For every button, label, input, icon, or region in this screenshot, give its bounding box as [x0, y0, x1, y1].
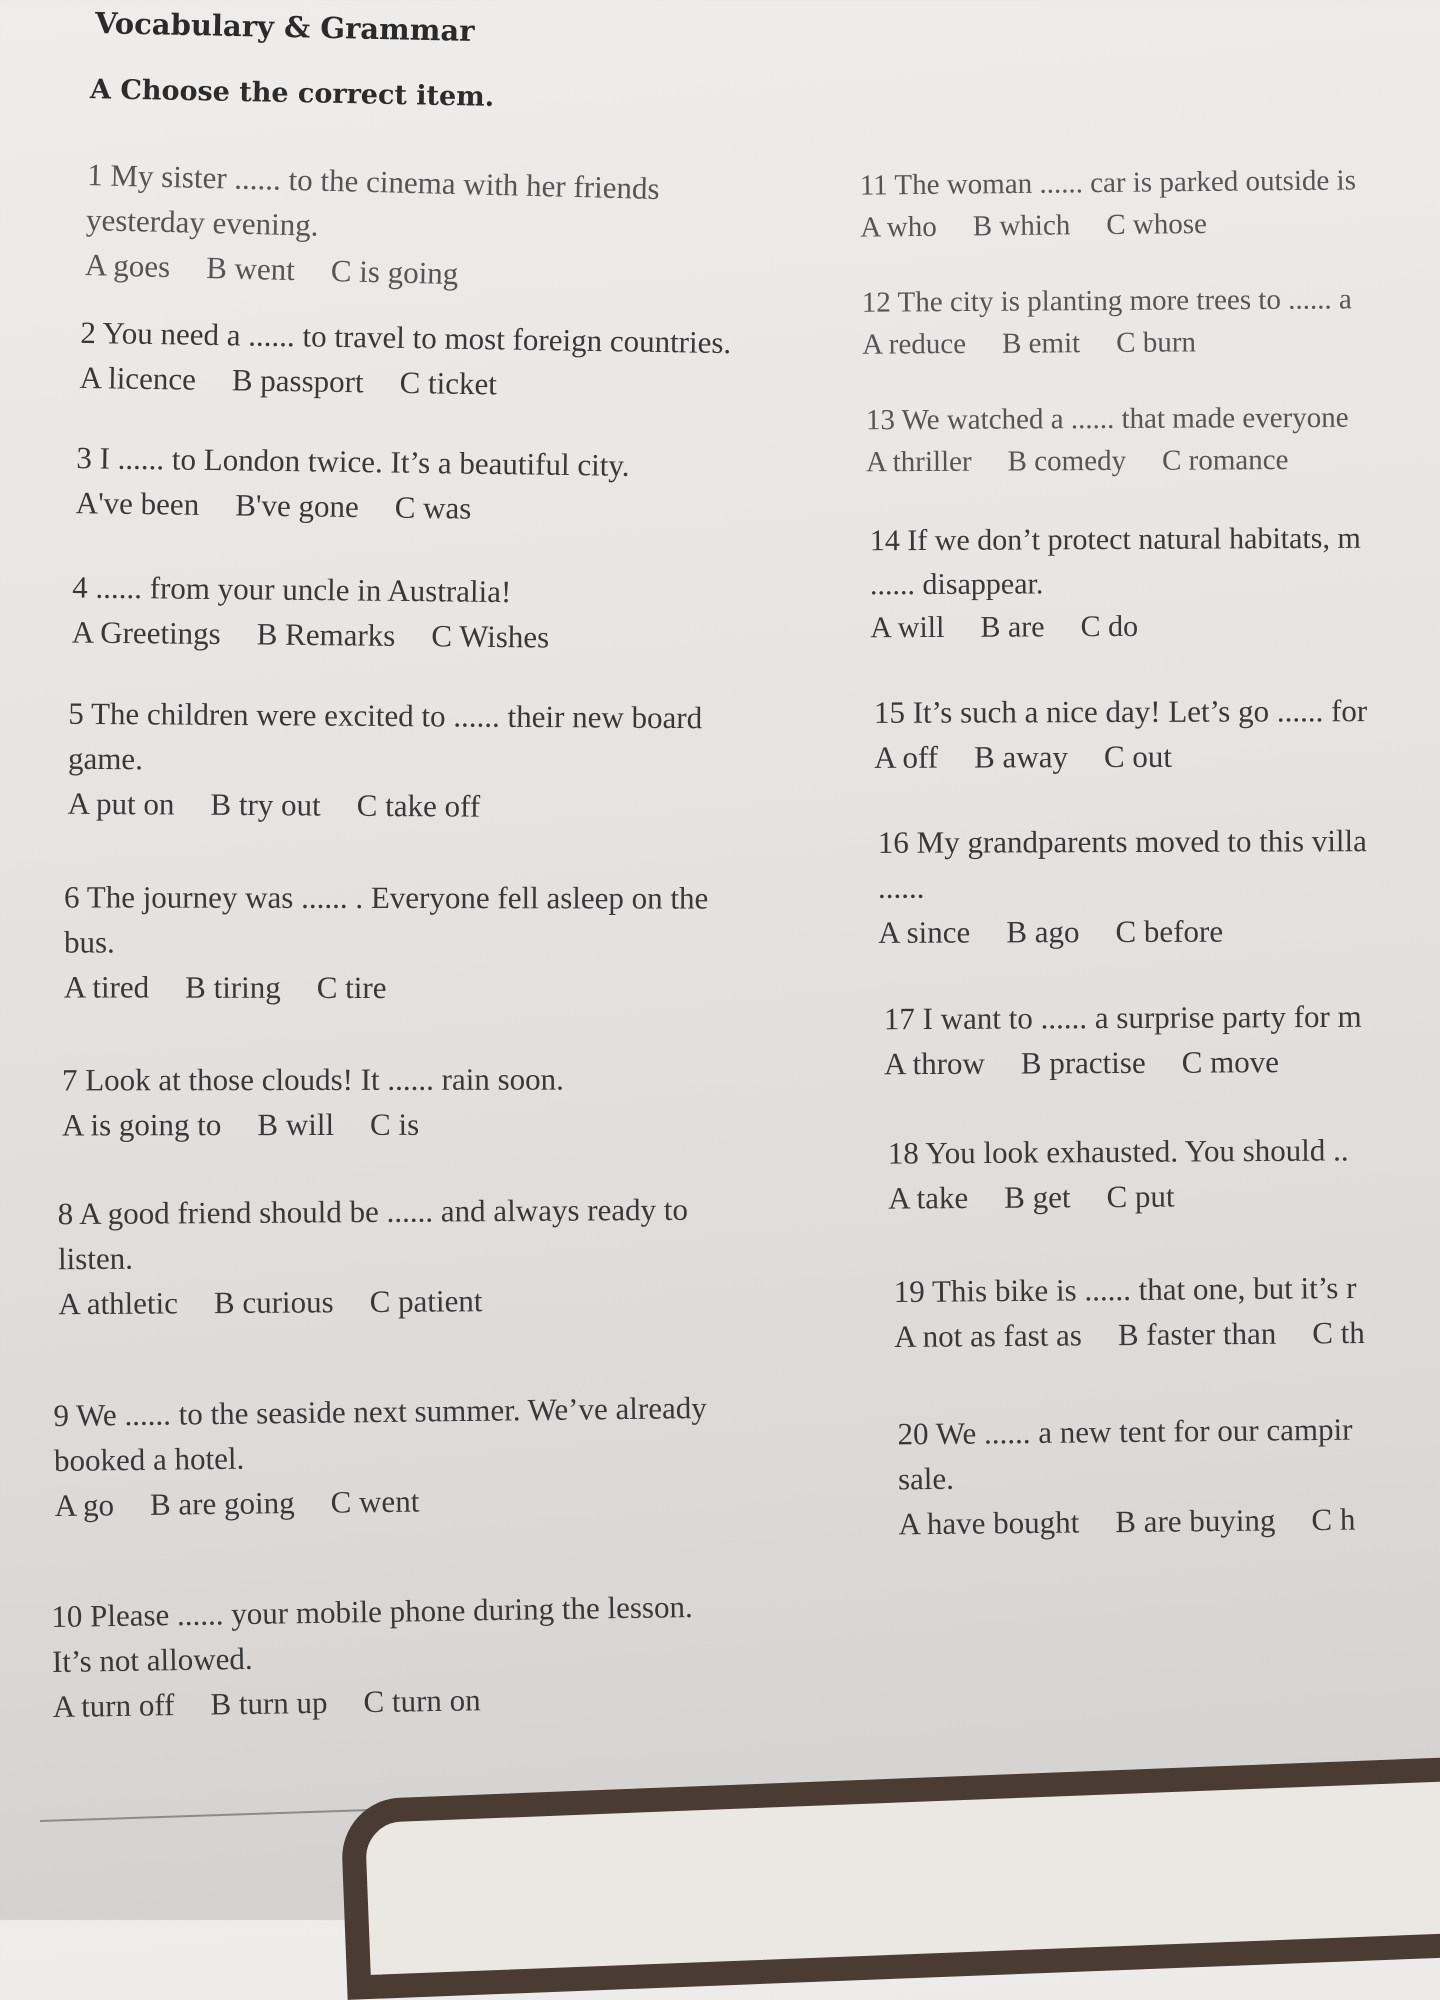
question-text: 9 We ...... to the seaside next summer. We’ve already: [53, 1390, 707, 1433]
answer-options: [68, 782, 702, 831]
answer-options: [862, 320, 1352, 365]
question-text: 15 It’s such a nice day! Let’s go ...... for: [873, 693, 1368, 730]
question-text: 20 We ...... a new tent for our campir: [897, 1411, 1353, 1452]
option-a[interactable]: A tired: [63, 969, 150, 1005]
option-b[interactable]: B passport: [231, 362, 364, 400]
question-19: [894, 1266, 1365, 1360]
question-text: 6 The journey was ...... . Everyone fell asleep on the: [64, 879, 709, 916]
answer-options: [52, 1675, 694, 1730]
question-text: 17 I want to ...... a surprise party for m: [883, 998, 1362, 1037]
answer-options: [62, 1102, 564, 1148]
option-a[interactable]: A turn off: [52, 1686, 175, 1724]
option-c[interactable]: C tire: [316, 969, 387, 1005]
question-text: game.: [67, 740, 144, 777]
option-c[interactable]: C move: [1181, 1044, 1280, 1080]
question-12: [862, 278, 1353, 366]
question-10: [51, 1585, 694, 1730]
answer-options: [870, 604, 1361, 650]
answer-options: [72, 610, 550, 660]
question-text: ......: [877, 869, 925, 905]
option-b[interactable]: B turn up: [210, 1684, 328, 1722]
option-a[interactable]: A who: [860, 210, 937, 244]
answer-options: [878, 909, 1367, 956]
option-c[interactable]: C Wishes: [431, 618, 550, 655]
question-13: [866, 397, 1349, 484]
answer-options: [54, 1476, 708, 1529]
answer-options: [884, 1040, 1362, 1087]
answer-options: [874, 734, 1367, 781]
question-2: [79, 311, 731, 411]
option-b[interactable]: B are: [980, 610, 1045, 644]
question-8: [58, 1188, 689, 1327]
option-b[interactable]: B emit: [1001, 327, 1081, 360]
question-text: 10 Please ...... your mobile phone during the lesson.: [51, 1588, 693, 1635]
question-text: 18 You look exhausted. You should ..: [887, 1132, 1349, 1171]
option-c[interactable]: C is: [370, 1106, 420, 1142]
question-text: bus.: [63, 924, 115, 960]
option-a[interactable]: A go: [54, 1487, 115, 1523]
option-a[interactable]: A thriller: [866, 445, 972, 479]
option-b[interactable]: B faster than: [1117, 1315, 1277, 1353]
question-text: booked a hotel.: [53, 1440, 245, 1478]
question-text: 4 ...... from your uncle in Australia!: [72, 569, 512, 610]
option-c[interactable]: C th: [1312, 1314, 1365, 1351]
option-c[interactable]: C do: [1080, 609, 1139, 644]
question-1: [84, 153, 660, 302]
question-text: 12 The city is planting more trees to ...... a: [861, 283, 1352, 319]
option-c[interactable]: C is going: [330, 252, 459, 291]
section-title: Vocabulary & Grammar: [94, 6, 475, 48]
question-text: 11 The woman ...... car is parked outside is: [859, 164, 1357, 202]
option-a[interactable]: A've been: [75, 485, 200, 522]
option-a[interactable]: A off: [874, 739, 939, 775]
answer-options: [860, 201, 1357, 248]
question-text: yesterday evening.: [85, 201, 319, 243]
option-b[interactable]: B get: [1004, 1179, 1071, 1215]
question-text: ...... disappear.: [869, 566, 1044, 601]
question-17: [884, 995, 1362, 1087]
option-a[interactable]: A is going to: [62, 1107, 222, 1143]
question-15: [874, 689, 1368, 781]
option-a[interactable]: A not as fast as: [894, 1317, 1083, 1354]
question-text: 13 We watched a ...... that made everyone: [865, 401, 1349, 437]
option-c[interactable]: C turn on: [363, 1682, 481, 1720]
question-18: [888, 1128, 1349, 1221]
option-a[interactable]: A reduce: [862, 328, 967, 361]
option-b[interactable]: B Remarks: [256, 616, 396, 653]
question-text: It’s not allowed.: [51, 1640, 253, 1679]
question-4: [72, 566, 550, 661]
question-text: listen.: [57, 1240, 134, 1277]
answer-options: [894, 1311, 1365, 1360]
option-a[interactable]: A put on: [67, 785, 175, 822]
option-b[interactable]: B away: [974, 739, 1068, 775]
question-20: [897, 1408, 1355, 1548]
option-b[interactable]: B are buying: [1115, 1502, 1276, 1539]
question-text: 3 I ...... to London twice. It’s a beautiful city.: [76, 440, 630, 483]
option-c[interactable]: C burn: [1116, 326, 1197, 359]
answer-options: [866, 439, 1349, 484]
option-b[interactable]: B practise: [1020, 1044, 1146, 1081]
option-c[interactable]: C out: [1103, 738, 1173, 774]
option-c[interactable]: C whose: [1106, 208, 1208, 242]
option-c[interactable]: C went: [330, 1483, 420, 1520]
option-b[interactable]: B tiring: [185, 969, 281, 1005]
question-16: [878, 819, 1368, 956]
question-text: 8 A good friend should be ...... and always ready to: [57, 1191, 689, 1232]
answer-options: [888, 1173, 1349, 1221]
question-9: [53, 1386, 708, 1529]
option-a[interactable]: A goes: [84, 246, 171, 284]
question-3: [75, 436, 629, 534]
option-b[interactable]: B went: [205, 249, 296, 287]
option-c[interactable]: C before: [1115, 913, 1224, 949]
answer-options: [58, 1278, 689, 1327]
answer-options: [75, 481, 629, 534]
option-a[interactable]: A licence: [79, 359, 197, 397]
option-b[interactable]: B which: [972, 209, 1071, 243]
option-c[interactable]: C put: [1106, 1178, 1175, 1215]
option-a[interactable]: A since: [878, 914, 971, 950]
question-text: sale.: [897, 1460, 955, 1497]
option-b[interactable]: B try out: [210, 786, 321, 823]
option-c[interactable]: C patient: [369, 1283, 483, 1319]
option-a[interactable]: A Greetings: [71, 614, 221, 651]
option-a[interactable]: A athletic: [58, 1285, 179, 1322]
option-a[interactable]: A throw: [884, 1045, 985, 1082]
question-text: 5 The children were excited to ...... their new board: [68, 695, 703, 736]
option-b[interactable]: B've gone: [234, 487, 359, 525]
question-text: 2 You need a ...... to travel to most foreign countries.: [80, 314, 732, 361]
option-a[interactable]: A have bought: [898, 1504, 1080, 1542]
option-b[interactable]: B ago: [1006, 914, 1080, 950]
question-14: [870, 517, 1362, 650]
option-b[interactable]: B will: [257, 1106, 335, 1143]
option-a[interactable]: A will: [870, 610, 945, 645]
option-c[interactable]: C was: [394, 489, 472, 526]
answer-options: [64, 965, 708, 1011]
option-c[interactable]: C ticket: [399, 364, 498, 402]
exercise-title: A Choose the correct item.: [89, 74, 495, 113]
question-11: [860, 159, 1357, 248]
question-5: [68, 692, 703, 831]
question-text: 16 My grandparents moved to this villa: [877, 823, 1367, 860]
option-b[interactable]: B comedy: [1007, 444, 1127, 478]
option-c[interactable]: C h: [1311, 1501, 1356, 1537]
question-text: 7 Look at those clouds! It ...... rain soon.: [61, 1061, 564, 1098]
option-b[interactable]: B are going: [149, 1484, 295, 1522]
clipboard-frame: [340, 1755, 1440, 1999]
option-b[interactable]: B curious: [213, 1284, 334, 1320]
question-7: [62, 1058, 564, 1149]
question-text: 19 This bike is ...... that one, but it’s r: [893, 1270, 1357, 1310]
question-text: 1 My sister ...... to the cinema with her friends: [86, 157, 660, 207]
option-a[interactable]: A take: [888, 1179, 969, 1216]
option-c[interactable]: C romance: [1161, 444, 1289, 477]
question-text: 14 If we don’t protect natural habitats, m: [869, 521, 1361, 558]
answer-options: [898, 1497, 1355, 1547]
option-c[interactable]: C take off: [356, 787, 481, 824]
question-6: [64, 875, 708, 1011]
